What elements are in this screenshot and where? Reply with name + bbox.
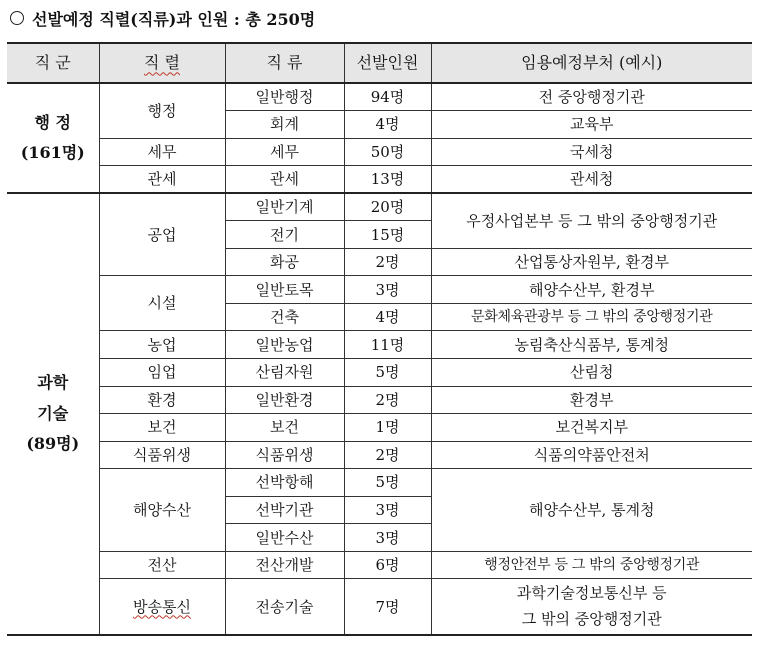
header-subtype: 직 류 (225, 43, 344, 83)
table-row (7, 83, 752, 111)
count-cell: 11명 (344, 331, 431, 359)
ministry-cell: 문화체육관광부 등 그 밖의 중앙행정기관 (431, 303, 752, 331)
group-admin: 행 정 (161명) (7, 83, 99, 193)
series-cell: 시설 (99, 276, 225, 331)
count-cell: 4명 (344, 111, 431, 139)
circle-bullet-icon (10, 11, 24, 25)
subtype-cell: 전기 (225, 221, 344, 249)
ministry-cell: 과학기술정보통신부 등 그 밖의 중앙행정기관 (431, 579, 752, 635)
count-cell: 2명 (344, 441, 431, 469)
group-tech: 과학 기술 (89명) (7, 193, 99, 635)
ministry-cell: 식품의약품안전처 (431, 441, 752, 469)
count-cell: 13명 (344, 166, 431, 194)
series-cell: 방송통신 (99, 579, 225, 635)
table-row (7, 331, 752, 359)
subtype-cell: 일반토목 (225, 276, 344, 304)
subtype-cell: 일반행정 (225, 83, 344, 111)
ministry-cell: 농림축산식품부, 통계청 (431, 331, 752, 359)
count-cell: 3명 (344, 496, 431, 524)
subtype-cell: 회계 (225, 111, 344, 139)
recruitment-table (7, 42, 752, 636)
subtype-cell: 관세 (225, 166, 344, 194)
ministry-cell: 관세청 (431, 166, 752, 194)
ministry-cell: 행정안전부 등 그 밖의 중앙행정기관 (431, 551, 752, 579)
ministry-cell: 교육부 (431, 111, 752, 139)
ministry-cell: 해양수산부, 환경부 (431, 276, 752, 304)
subtype-cell: 식품위생 (225, 441, 344, 469)
series-cell: 관세 (99, 166, 225, 194)
title-text: 선발예정 직렬(직류)과 인원 : 총 250명 (32, 9, 316, 29)
subtype-cell: 일반농업 (225, 331, 344, 359)
count-cell: 2명 (344, 386, 431, 414)
table-row (7, 579, 752, 635)
subtype-cell: 세무 (225, 138, 344, 166)
table-row (7, 193, 752, 221)
count-cell: 5명 (344, 358, 431, 386)
subtype-cell: 화공 (225, 248, 344, 276)
page-title (10, 6, 315, 30)
ministry-cell: 우정사업본부 등 그 밖의 중앙행정기관 (431, 193, 752, 248)
table-row (7, 469, 752, 497)
subtype-cell: 선박항해 (225, 469, 344, 497)
subtype-cell: 보건 (225, 414, 344, 442)
series-cell: 환경 (99, 386, 225, 414)
count-cell: 20명 (344, 193, 431, 221)
series-cell: 농업 (99, 331, 225, 359)
ministry-cell: 산림청 (431, 358, 752, 386)
subtype-cell: 일반기계 (225, 193, 344, 221)
count-cell: 3명 (344, 524, 431, 552)
table-row (7, 441, 752, 469)
series-cell: 세무 (99, 138, 225, 166)
series-cell: 공업 (99, 193, 225, 276)
count-cell: 6명 (344, 551, 431, 579)
table-row (7, 358, 752, 386)
count-cell: 15명 (344, 221, 431, 249)
count-cell: 94명 (344, 83, 431, 111)
table-row (7, 386, 752, 414)
header-row (7, 43, 752, 83)
series-cell: 보건 (99, 414, 225, 442)
count-cell: 3명 (344, 276, 431, 304)
subtype-cell: 전산개발 (225, 551, 344, 579)
subtype-cell: 건축 (225, 303, 344, 331)
subtype-cell: 선박기관 (225, 496, 344, 524)
table-row (7, 166, 752, 194)
subtype-cell: 산림자원 (225, 358, 344, 386)
header-series: 직 렬 (99, 43, 225, 83)
table-row (7, 551, 752, 579)
table-row (7, 276, 752, 304)
count-cell: 7명 (344, 579, 431, 635)
header-group: 직 군 (7, 43, 99, 83)
ministry-cell: 보건복지부 (431, 414, 752, 442)
subtype-cell: 전송기술 (225, 579, 344, 635)
ministry-cell: 전 중앙행정기관 (431, 83, 752, 111)
count-cell: 2명 (344, 248, 431, 276)
series-cell: 식품위생 (99, 441, 225, 469)
subtype-cell: 일반수산 (225, 524, 344, 552)
series-cell: 해양수산 (99, 469, 225, 552)
series-cell: 행정 (99, 83, 225, 138)
series-cell: 임업 (99, 358, 225, 386)
count-cell: 50명 (344, 138, 431, 166)
subtype-cell: 일반환경 (225, 386, 344, 414)
table-row (7, 138, 752, 166)
header-count: 선발인원 (344, 43, 431, 83)
ministry-cell: 국세청 (431, 138, 752, 166)
ministry-cell: 해양수산부, 통계청 (431, 469, 752, 552)
table-row (7, 414, 752, 442)
header-ministry: 임용예정부처 (예시) (431, 43, 752, 83)
count-cell: 4명 (344, 303, 431, 331)
ministry-cell: 환경부 (431, 386, 752, 414)
count-cell: 5명 (344, 469, 431, 497)
count-cell: 1명 (344, 414, 431, 442)
series-cell: 전산 (99, 551, 225, 579)
ministry-cell: 산업통상자원부, 환경부 (431, 248, 752, 276)
